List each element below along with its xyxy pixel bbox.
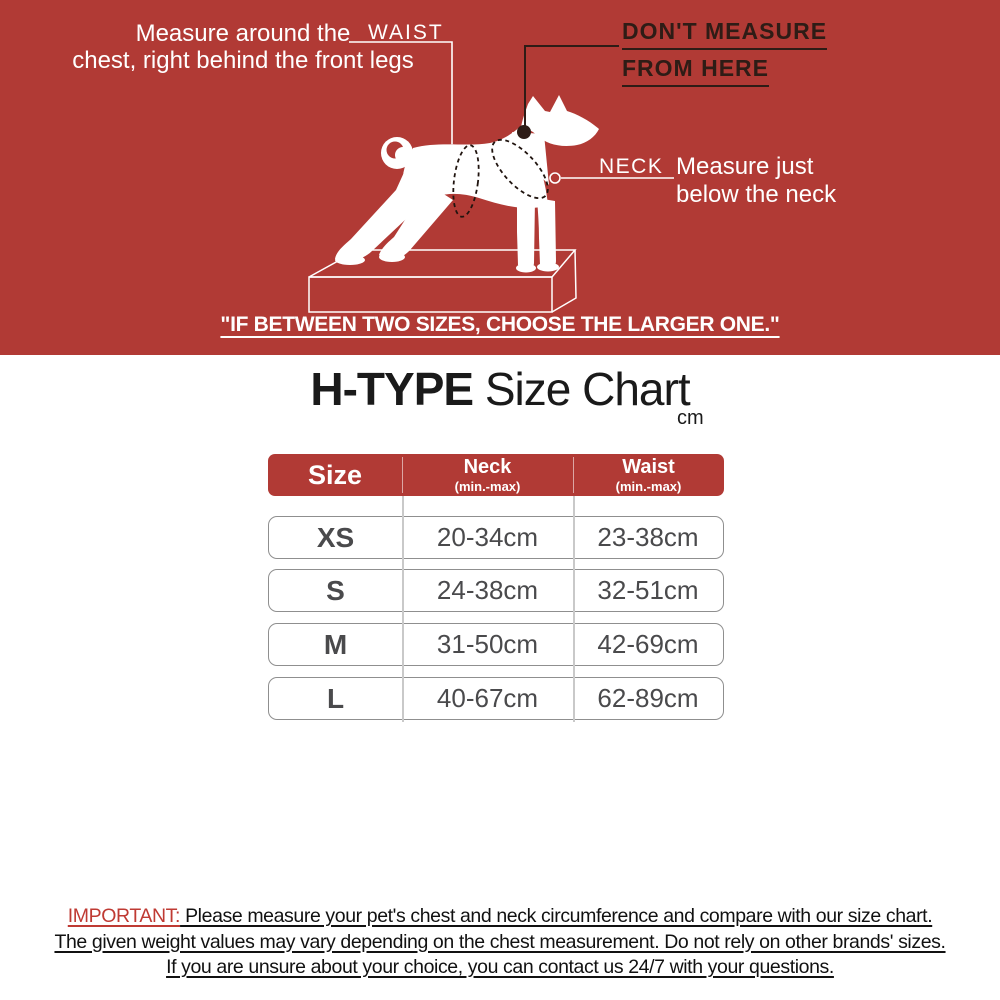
chest-measure-note-line1: Measure around the	[135, 20, 351, 47]
dont-measure-line1: DON'T MEASURE	[622, 18, 827, 50]
header-cell-size	[268, 459, 402, 490]
important-notes	[0, 904, 1000, 981]
table-row-l	[268, 677, 724, 720]
header-separator	[573, 457, 574, 493]
cell-waist-range: 62-89cm	[597, 683, 699, 713]
important-line1-text: Please measure your pet's chest and neck circumference and compare with our size chart.	[180, 905, 933, 927]
table-row-xs	[268, 516, 724, 559]
neck-label: NECK	[599, 155, 664, 178]
title-unit-cm: cm	[676, 407, 704, 429]
size-chart-table	[268, 454, 724, 722]
tail-crescent-cover	[395, 147, 411, 163]
page-title	[0, 362, 1000, 429]
header-neck-label: Neck	[463, 456, 512, 478]
cell-neck-range: 24-38cm	[436, 575, 539, 605]
important-note-line1	[0, 904, 1000, 930]
important-label: IMPORTANT:	[67, 905, 181, 927]
header-neck-subtitle: (min.-max)	[454, 479, 521, 494]
neck-measure-note-line1: Measure just	[676, 153, 814, 180]
header-cell-neck	[402, 457, 573, 493]
important-note-line2: The given weight values may vary depending on the chest measurement. Do not rely on other brands' sizes.	[54, 930, 946, 953]
important-note-line3: If you are unsure about your choice, you can contact us 24/7 with your questions.	[166, 956, 834, 978]
header-separator	[402, 457, 403, 493]
between-sizes-banner	[0, 313, 1000, 337]
table-column-divider	[402, 496, 404, 722]
cell-size: M	[323, 628, 348, 660]
dog-silhouette-icon	[335, 95, 599, 273]
dont-measure-warning	[622, 18, 827, 87]
title-suffix: Size Chart	[473, 363, 690, 415]
header-cell-waist	[573, 457, 724, 493]
between-sizes-banner-text: "IF BETWEEN TWO SIZES, CHOOSE THE LARGER ONE."	[220, 313, 780, 336]
cell-waist-range: 23-38cm	[597, 522, 699, 552]
header-size-label: Size	[307, 459, 363, 490]
header-waist-subtitle: (min.-max)	[615, 479, 682, 494]
neck-measure-note	[676, 153, 836, 209]
table-header-row	[268, 454, 724, 496]
waist-label: WAIST	[368, 21, 444, 44]
table-column-divider	[573, 496, 575, 722]
dont-measure-line2: FROM HERE	[622, 55, 769, 87]
table-row-m	[268, 623, 724, 666]
table-row-s	[268, 569, 724, 612]
neck-measure-note-line2: below the neck	[676, 181, 837, 208]
cell-neck-range: 31-50cm	[436, 629, 539, 659]
header-waist-label: Waist	[622, 456, 675, 478]
cell-neck-range: 20-34cm	[436, 522, 539, 552]
measurement-diagram-section	[0, 0, 1000, 355]
title-product-type: H-TYPE	[310, 363, 474, 415]
cell-size: XS	[316, 521, 355, 553]
cell-neck-range: 40-67cm	[436, 683, 539, 713]
cell-waist-range: 32-51cm	[597, 575, 699, 605]
cell-waist-range: 42-69cm	[597, 629, 699, 659]
cell-size: S	[326, 574, 345, 606]
chest-measure-note-line2: chest, right behind the front legs	[72, 47, 414, 74]
cell-size: L	[326, 682, 345, 714]
